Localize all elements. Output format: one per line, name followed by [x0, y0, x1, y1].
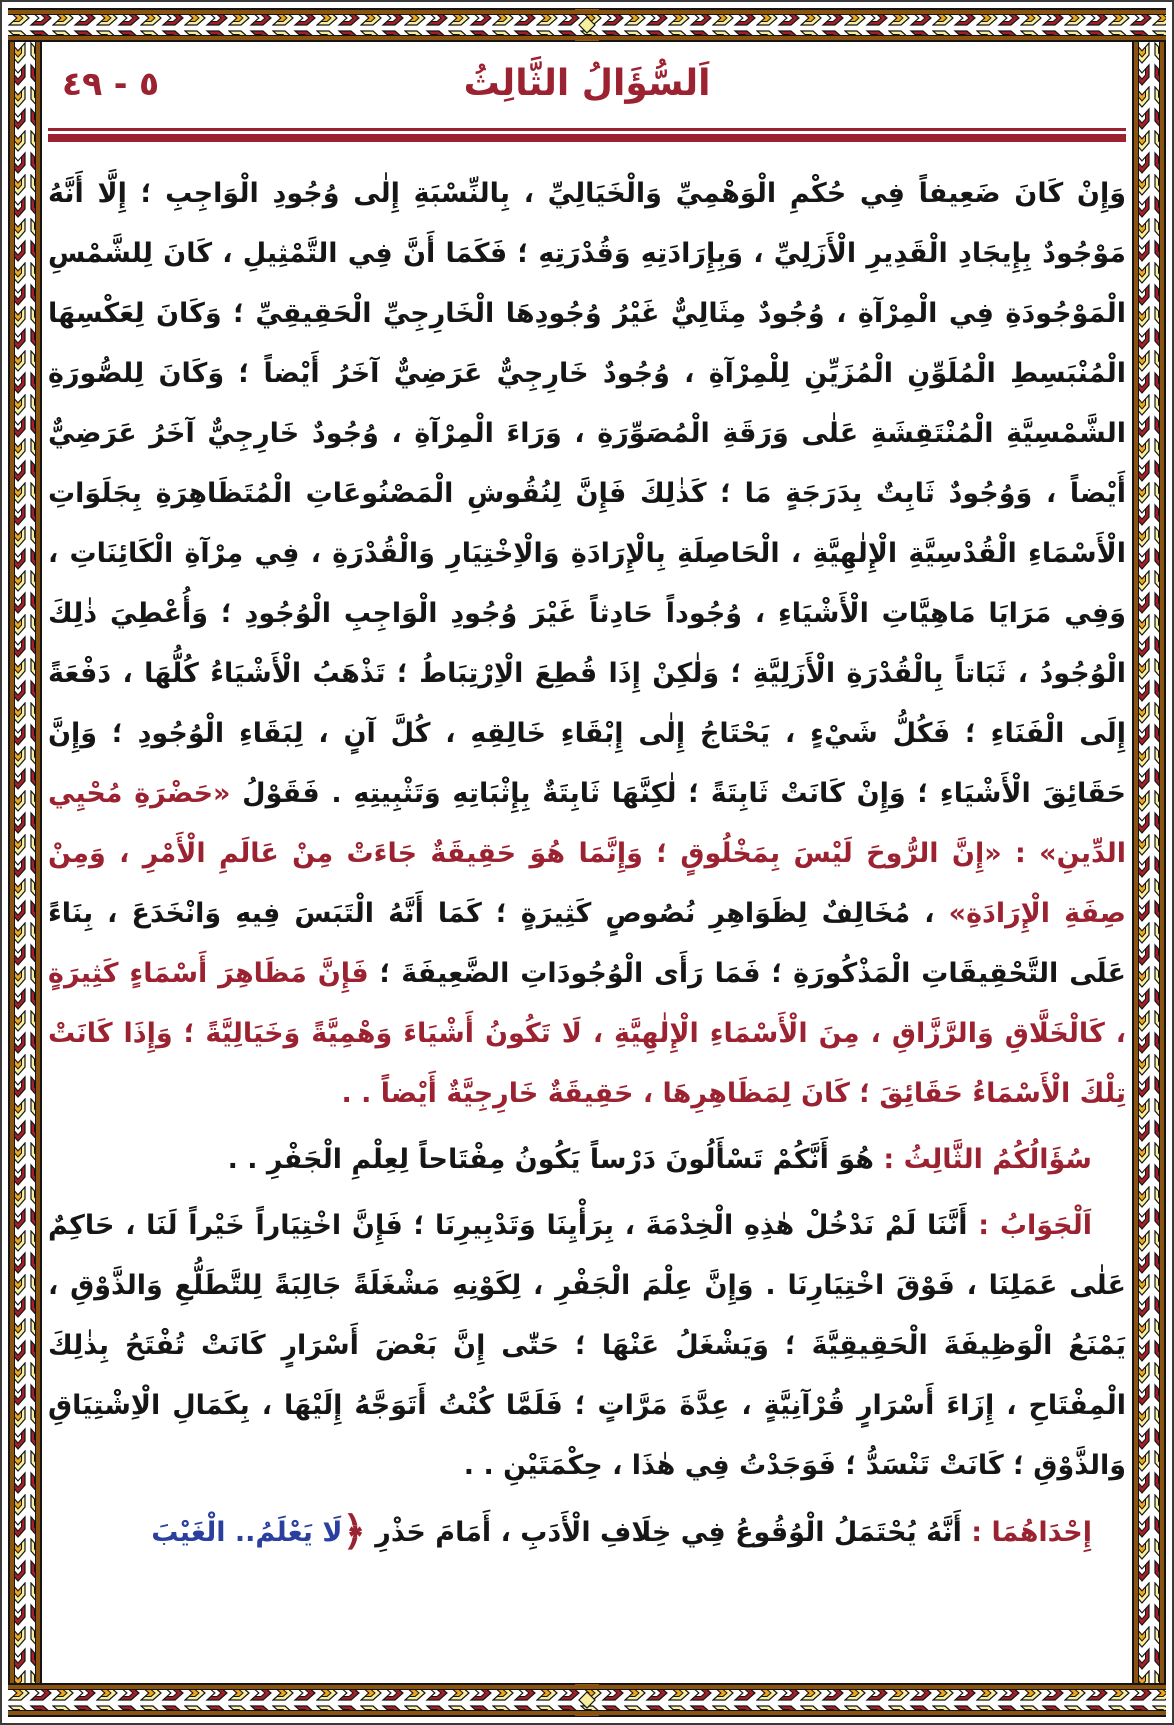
page-title: اَلسُّؤَالُ الثَّالِثُ [463, 63, 711, 104]
red-text-segment: إِحْدَاهُمَا : [961, 1517, 1092, 1548]
ornamental-border-right [1132, 42, 1166, 1683]
ornamental-border-top [8, 8, 1166, 42]
page-number: ٥ - ٤٩ [62, 64, 160, 103]
text-segment: هُوَ أَنَّكُمْ تَسْأَلُونَ دَرْساً يَكُونُ مِفْتَاحاً لِعِلْمِ الْجَفْرِ . . [227, 1144, 874, 1175]
paragraph [48, 1502, 1126, 1563]
red-text-segment: سُؤَالُكُمُ الثَّالِثُ : [873, 1144, 1092, 1175]
title-divider [48, 128, 1126, 142]
text-segment: أَنَّنَا لَمْ نَدْخُلْ هٰذِهِ الْخِدْمَةَ ، بِرَأْيِنَا وَتَدْبِيرِنَا ؛ فَإِنَّ اخْتِيَاراً خَيْراً لَنَا ، حَاكِمٌ عَلٰى عَمَلِنَا ، فَوْقَ اخْتِيَارِنَا . وَإِنَّ عِلْمَ الْجَفْرِ ، لِكَوْنِهِ مَشْغَلَةً جَالِبَةً لِلتَّطَلُّعِ وَالذَّوْقِ ، يَمْنَعُ الْوَظِيفَةَ الْحَقِيقِيَّةَ ؛ وَيَشْغَلُ عَنْهَا ؛ حَتّٰى إِنَّ بَعْضَ أَسْرَارٍ كَانَتْ تُفْتَحُ بِذٰلِكَ الْمِفْتَاحِ ، إِزَاءَ أَسْرَارٍ قُرْآنِيَّةٍ ، عِدَّةَ مَرَّاتٍ ؛ فَلَمَّا كُنْتُ أَتَوَجَّهُ إِلَيْهَا ، بِكَمَالِ الْاِشْتِيَاقِ وَالذَّوْقِ ؛ كَانَتْ تَنْسَدُّ ؛ فَوَجَدْتُ فِي هٰذَا ، حِكْمَتَيْنِ . . [48, 1210, 1126, 1481]
divider-thick-line [48, 134, 1126, 142]
text-segment: وَإِنْ كَانَ ضَعِيفاً فِي حُكْمِ الْوَهْمِيِّ وَالْخَيَالِيِّ ، بِالنِّسْبَةِ إِلٰى وُجُودِ الْوَاجِبِ ؛ إِلَّا أَنَّهُ مَوْجُودٌ بِإِيجَادِ الْقَدِيرِ الْأَزَلِيِّ ، وَبِإِرَادَتِهِ وَقُدْرَتِهِ ؛ فَكَمَا أَنَّ فِي التَّمْثِيلِ ، كَانَ لِلشَّمْسِ الْمَوْجُودَةِ فِي الْمِرْآةِ ، وُجُودٌ مِثَالِيٌّ غَيْرُ وُجُودِهَا الْخَارِجِيِّ الْحَقِيقِيِّ ؛ وَكَانَ لِعَكْسِهَا الْمُنْبَسِطِ الْمُلَوِّنِ الْمُزَيِّنِ لِلْمِرْآةِ ، وُجُودٌ خَارِجِيٌّ عَرَضِيٌّ آخَرُ أَيْضاً ؛ وَكَانَ لِلصُّورَةِ الشَّمْسِيَّةِ الْمُنْتَقِشَةِ عَلٰى وَرَقَةِ الْمُصَوِّرَةِ ، وَرَاءَ الْمِرْآةِ ، وُجُودٌ خَارِجِيٌّ آخَرُ عَرَضِيٌّ أَيْضاً ، وَوُجُودٌ ثَابِتٌ بِدَرَجَةٍ مَا ؛ كَذٰلِكَ فَإِنَّ لِنُقُوشِ الْمَصْنُوعَاتِ الْمُتَظَاهِرَةِ بِجَلَوَاتِ الْأَسْمَاءِ الْقُدْسِيَّةِ الْإِلٰهِيَّةِ ، الْحَاصِلَةِ بِالْإِرَادَةِ وَالْاِخْتِيَارِ وَالْقُدْرَةِ ، فِي مِرْآةِ الْكَائِنَاتِ ، وَفِي مَرَايَا مَاهِيَّاتِ الْأَشْيَاءِ ، وُجُوداً حَادِثاً غَيْرَ وُجُودِ الْوَاجِبِ الْوُجُودِ ؛ وَأُعْطِيَ ذٰلِكَ الْوُجُودُ ، ثَبَاتاً بِالْقُدْرَةِ الْأَزَلِيَّةِ ؛ وَلٰكِنْ إِذَا قُطِعَ الْاِرْتِبَاطُ ؛ تَذْهَبُ الْأَشْيَاءُ كُلُّهَا ، دَفْعَةً إِلَى الْفَنَاءِ ؛ فَكُلُّ شَيْءٍ ، يَحْتَاجُ إِلٰى إِبْقَاءِ خَالِقِهِ ، كُلَّ آنٍ ، لِبَقَاءِ الْوُجُودِ ؛ وَإِنَّ حَقَائِقَ الْأَشْيَاءِ ؛ وَإِنْ كَانَتْ ثَابِتَةً ؛ لٰكِنَّهَا ثَابِتَةٌ بِإِثْبَاتِهِ وَتَثْبِيتِهِ . فَقَوْلُ [48, 178, 1126, 809]
page-content [46, 50, 1128, 1675]
text-segment: أَنَّهُ يُحْتَمَلُ الْوُقُوعُ فِي خِلَافِ الْأَدَبِ ، أَمَامَ حَذْرِ [365, 1517, 962, 1548]
red-text-segment: «حَضْرَةِ مُحْيِي الدِّينِ» : «إِنَّ الرُّوحَ لَيْسَ بِمَخْلُوقٍ ؛ وَإِنَّمَا هُوَ حَقِيقَةٌ جَاءَتْ مِنْ عَالَمِ الْأَمْرِ ، وَمِنْ صِفَةِ الْإِرَادَةِ» [48, 778, 1126, 929]
red-text-segment: فَإِنَّ مَظَاهِرَ أَسْمَاءٍ كَثِيرَةٍ ، كَالْخَلَّاقِ وَالرَّزَّاقِ ، مِنَ الْأَسْمَاءِ الْإِلٰهِيَّةِ ، لَا تَكُونُ أَشْيَاءَ وَهْمِيَّةً وَخَيَالِيَّةً ؛ وَإِذَا كَانَتْ تِلْكَ الْأَسْمَاءُ حَقَائِقَ ؛ كَانَ لِمَظَاهِرِهَا ، حَقِيقَةٌ خَارِجِيَّةٌ أَيْضاً . . [48, 958, 1126, 1109]
text-segment: ، مُخَالِفٌ لِظَوَاهِرِ نُصُوصٍ كَثِيرَةٍ ؛ كَمَا أَنَّهُ الْتَبَسَ فِيهِ وَانْخَدَعَ ، بِنَاءً عَلَى التَّحْقِيقَاتِ الْمَذْكُورَةِ ؛ فَمَا رَأَى الْوُجُودَاتِ الضَّعِيفَةَ ؛ [48, 898, 1126, 989]
ornamental-border-left [8, 42, 42, 1683]
paragraph [48, 1130, 1126, 1190]
quran-text-segment: لَا يَعْلَمُ.. الْغَيْبَ [151, 1517, 343, 1548]
ornamental-border-bottom [8, 1683, 1166, 1717]
ornate-parenthesis-icon: ﴿ [342, 1509, 366, 1555]
paragraph [48, 1196, 1126, 1496]
red-text-segment: اَلْجَوَابُ : [967, 1210, 1092, 1241]
page-header [46, 50, 1128, 118]
body-text [48, 164, 1126, 1563]
paragraph [48, 164, 1126, 1124]
